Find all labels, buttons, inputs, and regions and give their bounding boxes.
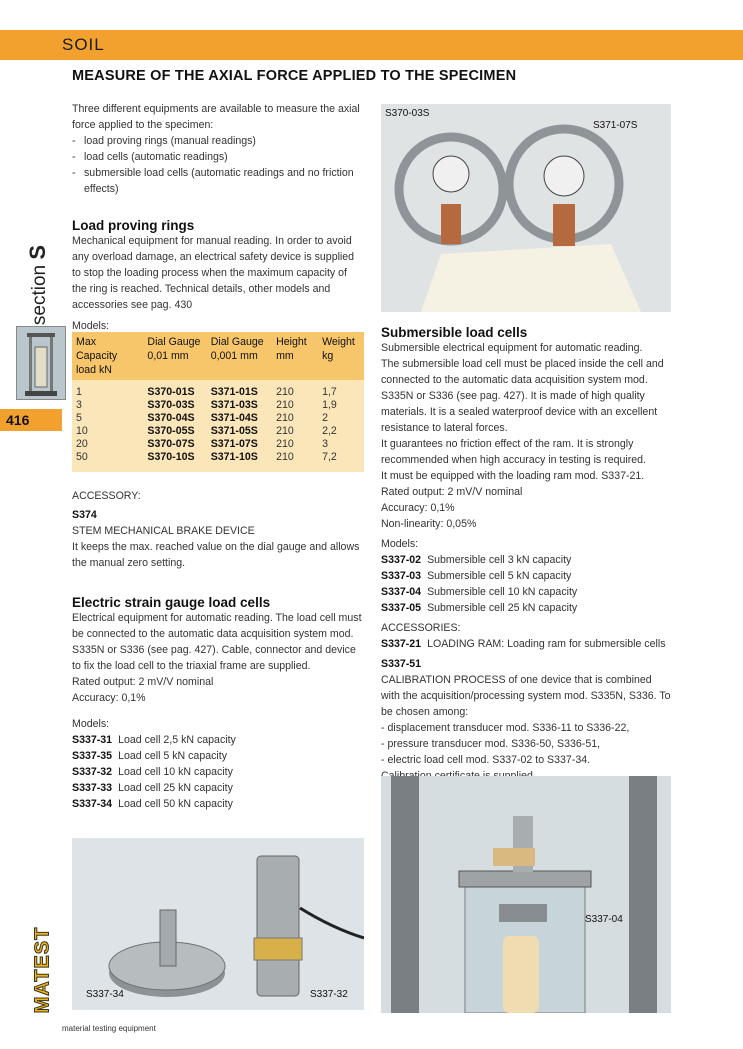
submersible-text: It must be equipped with the loading ram mod. S337-21.	[381, 470, 645, 482]
table-row	[72, 412, 364, 425]
intro-list	[72, 133, 362, 197]
table-cell: 210	[276, 451, 294, 463]
accessory-code: S374	[72, 509, 97, 521]
model-code: S337-33	[72, 782, 113, 794]
model-item	[72, 764, 364, 780]
submersible-text: Rated output: 2 mV/V nominal	[381, 486, 523, 498]
model-desc: Load cell 25 kN capacity	[118, 782, 233, 794]
submersible-text: Accuracy: 0,1%	[381, 502, 455, 514]
calibration-text: - displacement transducer mod. S336-11 to S336-22,	[381, 722, 630, 734]
table-cell: S371-03S	[210, 399, 258, 411]
calibration-text: - electric load cell mod. S337-02 to S337-34.	[381, 754, 591, 766]
table-cell: S371-04S	[210, 412, 258, 424]
photo-caption: S337-04	[585, 914, 623, 925]
calibration-text: CALIBRATION PROCESS of one device that is combined with the acquisition/processing system mod. S335N, S336. To be chosen among:	[381, 674, 671, 718]
accessory-description: It keeps the max. reached value on the dial gauge and allows the manual zero setting.	[72, 541, 360, 569]
table-row	[72, 438, 364, 451]
footer-tagline: material testing equipment	[62, 1024, 156, 1033]
photo-caption: S337-34	[86, 989, 124, 1000]
model-code: S337-35	[72, 750, 113, 762]
strain-cells-text: Accuracy: 0,1%	[72, 692, 146, 704]
intro-item: - load cells (automatic readings)	[72, 149, 362, 165]
model-desc: Load cell 5 kN capacity	[118, 750, 228, 762]
table-header-cell: Dial Gauge 0,01 mm	[143, 332, 206, 380]
photo-caption: S371-07S	[593, 120, 638, 131]
table-cell: 3	[76, 399, 82, 411]
table-cell: S371-01S	[210, 386, 258, 398]
model-code: S337-02	[381, 554, 422, 566]
model-code: S337-32	[72, 766, 113, 778]
table-cell: S371-10S	[210, 451, 258, 463]
submersible-text: The submersible load cell must be placed inside the cell and connected to the automatic data acquisition system mod. S335N or S336 (see pag. 427). It is made of high quality materials. It is a sealed waterproof device with an excellent resistance to lateral forces.	[381, 358, 664, 434]
table-row	[72, 399, 364, 412]
table-cell: 210	[276, 399, 294, 411]
table-cell: 2,2	[322, 425, 337, 437]
table-cell: 5	[76, 412, 82, 424]
table-cell: 210	[276, 412, 294, 424]
intro-item: - submersible load cells (automatic readings and no friction effects)	[72, 165, 362, 197]
calibration-text: - pressure transducer mod. S336-50, S336-51,	[381, 738, 601, 750]
ram-desc: LOADING RAM: Loading ram for submersible cells	[427, 638, 666, 650]
strain-cells-section	[72, 595, 364, 812]
table-cell: 210	[276, 425, 294, 437]
model-item	[381, 600, 673, 616]
table-cell: 1,9	[322, 399, 337, 411]
model-desc: Submersible cell 25 kN capacity	[427, 602, 578, 614]
table-header-cell: Max Capacity load kN	[72, 332, 143, 380]
table-row	[72, 386, 364, 399]
table-cell: 3	[322, 438, 328, 450]
intro-text: Three different equipments are available to measure the axial force applied to the specimen:	[72, 103, 360, 131]
submersible-title: Submersible load cells	[381, 325, 528, 340]
table-header-cell: Weight kg	[318, 332, 364, 380]
strain-cells-title: Electric strain gauge load cells	[72, 595, 271, 610]
submersible-section	[381, 325, 673, 784]
table-cell: 50	[76, 451, 88, 463]
photo-caption: S370-03S	[385, 108, 430, 119]
table-header-cell: Dial Gauge 0,001 mm	[207, 332, 272, 380]
model-item	[381, 568, 673, 584]
ram-code: S337-21	[381, 638, 422, 650]
table-cell: S370-05S	[147, 425, 195, 437]
table-cell: S370-01S	[147, 386, 195, 398]
table-cell: 1	[76, 386, 82, 398]
section-title: SOIL	[62, 35, 105, 54]
model-desc: Submersible cell 10 kN capacity	[427, 586, 578, 598]
matest-logo	[28, 925, 58, 1015]
section-letter: S	[25, 244, 50, 260]
logo-text: MATEST	[31, 926, 54, 1014]
table-row	[72, 425, 364, 438]
model-desc: Load cell 50 kN capacity	[118, 798, 233, 810]
table-cell: 1,7	[322, 386, 337, 398]
accessory-block	[72, 488, 364, 571]
proving-rings-section	[72, 218, 364, 334]
proving-rings-description: Mechanical equipment for manual reading. In order to avoid any overload damage, an electrical safety device is supplied to stop the loading process when the maximum capacity of the ring is reached. Technical details, other models and accessories see pag. 430	[72, 235, 355, 311]
proving-rings-table	[72, 332, 364, 472]
model-code: S337-03	[381, 570, 422, 582]
photo-caption: S337-32	[310, 989, 348, 1000]
model-item	[72, 748, 364, 764]
ram-item	[381, 636, 673, 652]
table-cell: 10	[76, 425, 88, 437]
table-cell: S370-07S	[147, 438, 195, 450]
proving-rings-title: Load proving rings	[72, 218, 195, 233]
table-cell: 7,2	[322, 451, 337, 463]
model-desc: Load cell 2,5 kN capacity	[118, 734, 236, 746]
section-word: section	[29, 264, 50, 326]
table-cell: 210	[276, 386, 294, 398]
model-item	[72, 732, 364, 748]
strain-cells-text: Rated output: 2 mV/V nominal	[72, 676, 214, 688]
submersible-cell-photo	[381, 776, 671, 1013]
table-header-cell: Height mm	[272, 332, 318, 380]
submersible-text: Submersible electrical equipment for automatic reading.	[381, 342, 643, 354]
table-cell: S370-03S	[147, 399, 195, 411]
model-item	[381, 584, 673, 600]
model-code: S337-34	[72, 798, 113, 810]
model-item	[72, 780, 364, 796]
table-cell: S370-04S	[147, 412, 195, 424]
submersible-text: It guarantees no friction effect of the ram. It is strongly recommended when high accuracy in testing is required.	[381, 438, 646, 466]
section-sidebar-label	[18, 230, 58, 340]
strain-cells-models-label: Models:	[72, 718, 110, 730]
table-cell: 2	[322, 412, 328, 424]
model-desc: Submersible cell 3 kN capacity	[427, 554, 572, 566]
page-title: MEASURE OF THE AXIAL FORCE APPLIED TO THE SPECIMEN	[72, 68, 517, 84]
table-header-row	[72, 332, 364, 380]
proving-rings-photo	[381, 104, 671, 312]
model-item	[72, 796, 364, 812]
model-code: S337-05	[381, 602, 422, 614]
table-cell: 210	[276, 438, 294, 450]
page-number: 416	[6, 412, 30, 428]
strain-cells-text: Electrical equipment for automatic reading. The load cell must be connected to the automatic data acquisition system mod. S335N or S336 (see pag. 427). Cable, connector and device to fix the load cell to the triaxial frame are supplied.	[72, 612, 362, 672]
table-row	[72, 451, 364, 464]
intro-item: - load proving rings (manual readings)	[72, 133, 362, 149]
table-cell: S371-07S	[210, 438, 258, 450]
table-cell: 20	[76, 438, 88, 450]
model-code: S337-31	[72, 734, 113, 746]
accessories-label: ACCESSORIES:	[381, 622, 461, 634]
submersible-models-label: Models:	[381, 538, 419, 550]
accessory-name: STEM MECHANICAL BRAKE DEVICE	[72, 525, 255, 537]
proving-rings-models-label: Models:	[72, 320, 110, 332]
calibration-code: S337-51	[381, 658, 422, 670]
load-cells-photo	[72, 838, 364, 1010]
table-cell: S370-10S	[147, 451, 195, 463]
accessory-label: ACCESSORY:	[72, 490, 141, 502]
section-header-band	[0, 30, 743, 60]
intro-block	[72, 101, 362, 197]
section-thumbnail-image	[16, 326, 66, 400]
submersible-text: Non-linearity: 0,05%	[381, 518, 477, 530]
table-cell: S371-05S	[210, 425, 258, 437]
model-desc: Submersible cell 5 kN capacity	[427, 570, 572, 582]
model-desc: Load cell 10 kN capacity	[118, 766, 233, 778]
model-code: S337-04	[381, 586, 422, 598]
model-item	[381, 552, 673, 568]
page-number-badge	[0, 409, 62, 431]
